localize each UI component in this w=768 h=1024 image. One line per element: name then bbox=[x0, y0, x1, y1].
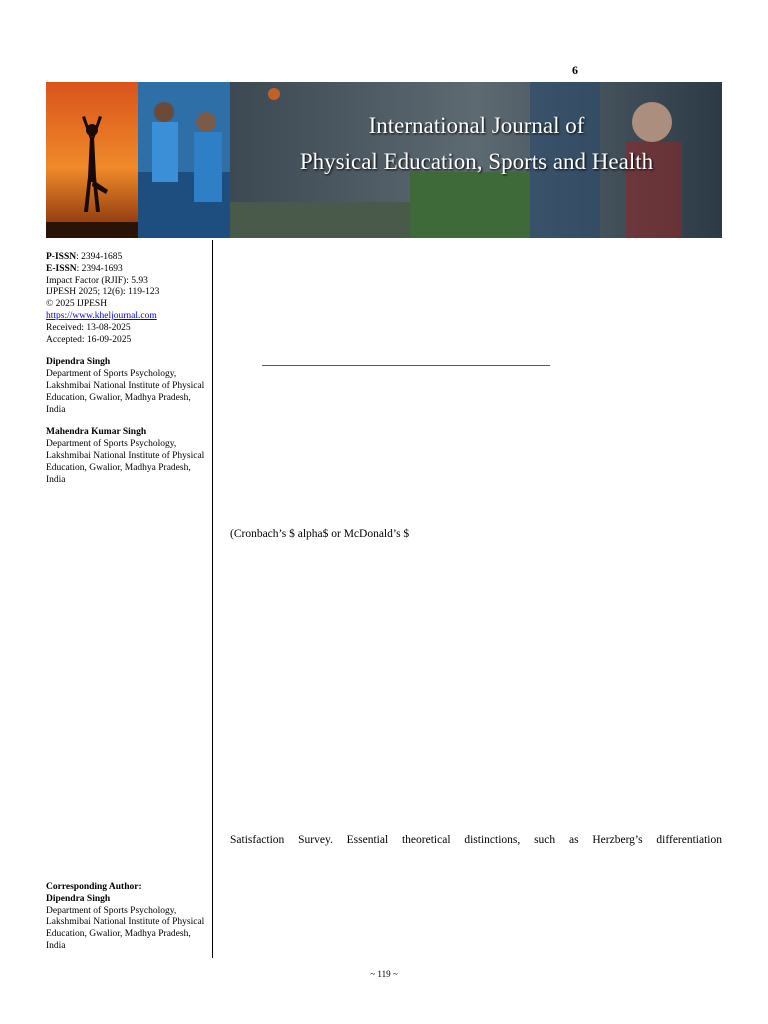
body-fragment-2: Satisfaction Survey. Essential theoretical distinctions, such as Herzberg’s differentiation bbox=[230, 834, 722, 846]
eissn-line bbox=[46, 264, 206, 276]
impact-factor: Impact Factor (RJIF): 5.93 bbox=[46, 275, 148, 286]
copyright: © 2025 IJPESH bbox=[46, 299, 108, 310]
author-affiliation: Department of Sports Psychology, Lakshmibai National Institute of Physical Education, Gwalior, Madhya Pradesh, India bbox=[46, 439, 205, 485]
accepted-date: Accepted: 16-09-2025 bbox=[46, 334, 132, 345]
author-name: Dipendra Singh bbox=[46, 357, 111, 368]
corresponding-author-block bbox=[46, 882, 206, 953]
pissn-label: P-ISSN bbox=[46, 252, 77, 262]
eissn-label: E-ISSN bbox=[46, 263, 77, 274]
column-divider bbox=[212, 240, 213, 958]
blue-rule bbox=[262, 365, 550, 366]
journal-website-link[interactable]: https://www.kheljournal.com bbox=[46, 310, 157, 321]
pissn-line bbox=[46, 252, 206, 264]
sidebar-info bbox=[46, 252, 206, 497]
page-footer: ~ 119 ~ bbox=[370, 969, 398, 979]
corresponding-label: Corresponding Author: bbox=[46, 882, 142, 892]
author-block-1 bbox=[46, 357, 206, 416]
journal-banner bbox=[46, 82, 722, 238]
author-name: Mahendra Kumar Singh bbox=[46, 427, 147, 438]
page-number: 6 bbox=[572, 63, 578, 77]
journal-title-line2: Physical Education, Sports and Health bbox=[299, 149, 654, 174]
corresponding-name: Dipendra Singh bbox=[46, 893, 111, 904]
eissn-value: : 2394-1693 bbox=[76, 263, 123, 274]
author-block-2 bbox=[46, 427, 206, 486]
pissn-value: : 2394-1685 bbox=[76, 252, 123, 262]
journal-info-block bbox=[46, 252, 206, 346]
received-date: Received: 13-08-2025 bbox=[46, 322, 131, 333]
journal-title-line1: International Journal of bbox=[368, 113, 585, 138]
citation: IJPESH 2025; 12(6): 119-123 bbox=[46, 287, 160, 298]
journal-title bbox=[231, 108, 722, 180]
body-fragment-1: (Cronbach’s $ alpha$ or McDonald’s $ bbox=[230, 528, 410, 540]
corresponding-affiliation: Department of Sports Psychology, Lakshmibai National Institute of Physical Education, Gwalior, Madhya Pradesh, India bbox=[46, 905, 205, 951]
author-affiliation: Department of Sports Psychology, Lakshmibai National Institute of Physical Education, Gwalior, Madhya Pradesh, India bbox=[46, 369, 205, 415]
